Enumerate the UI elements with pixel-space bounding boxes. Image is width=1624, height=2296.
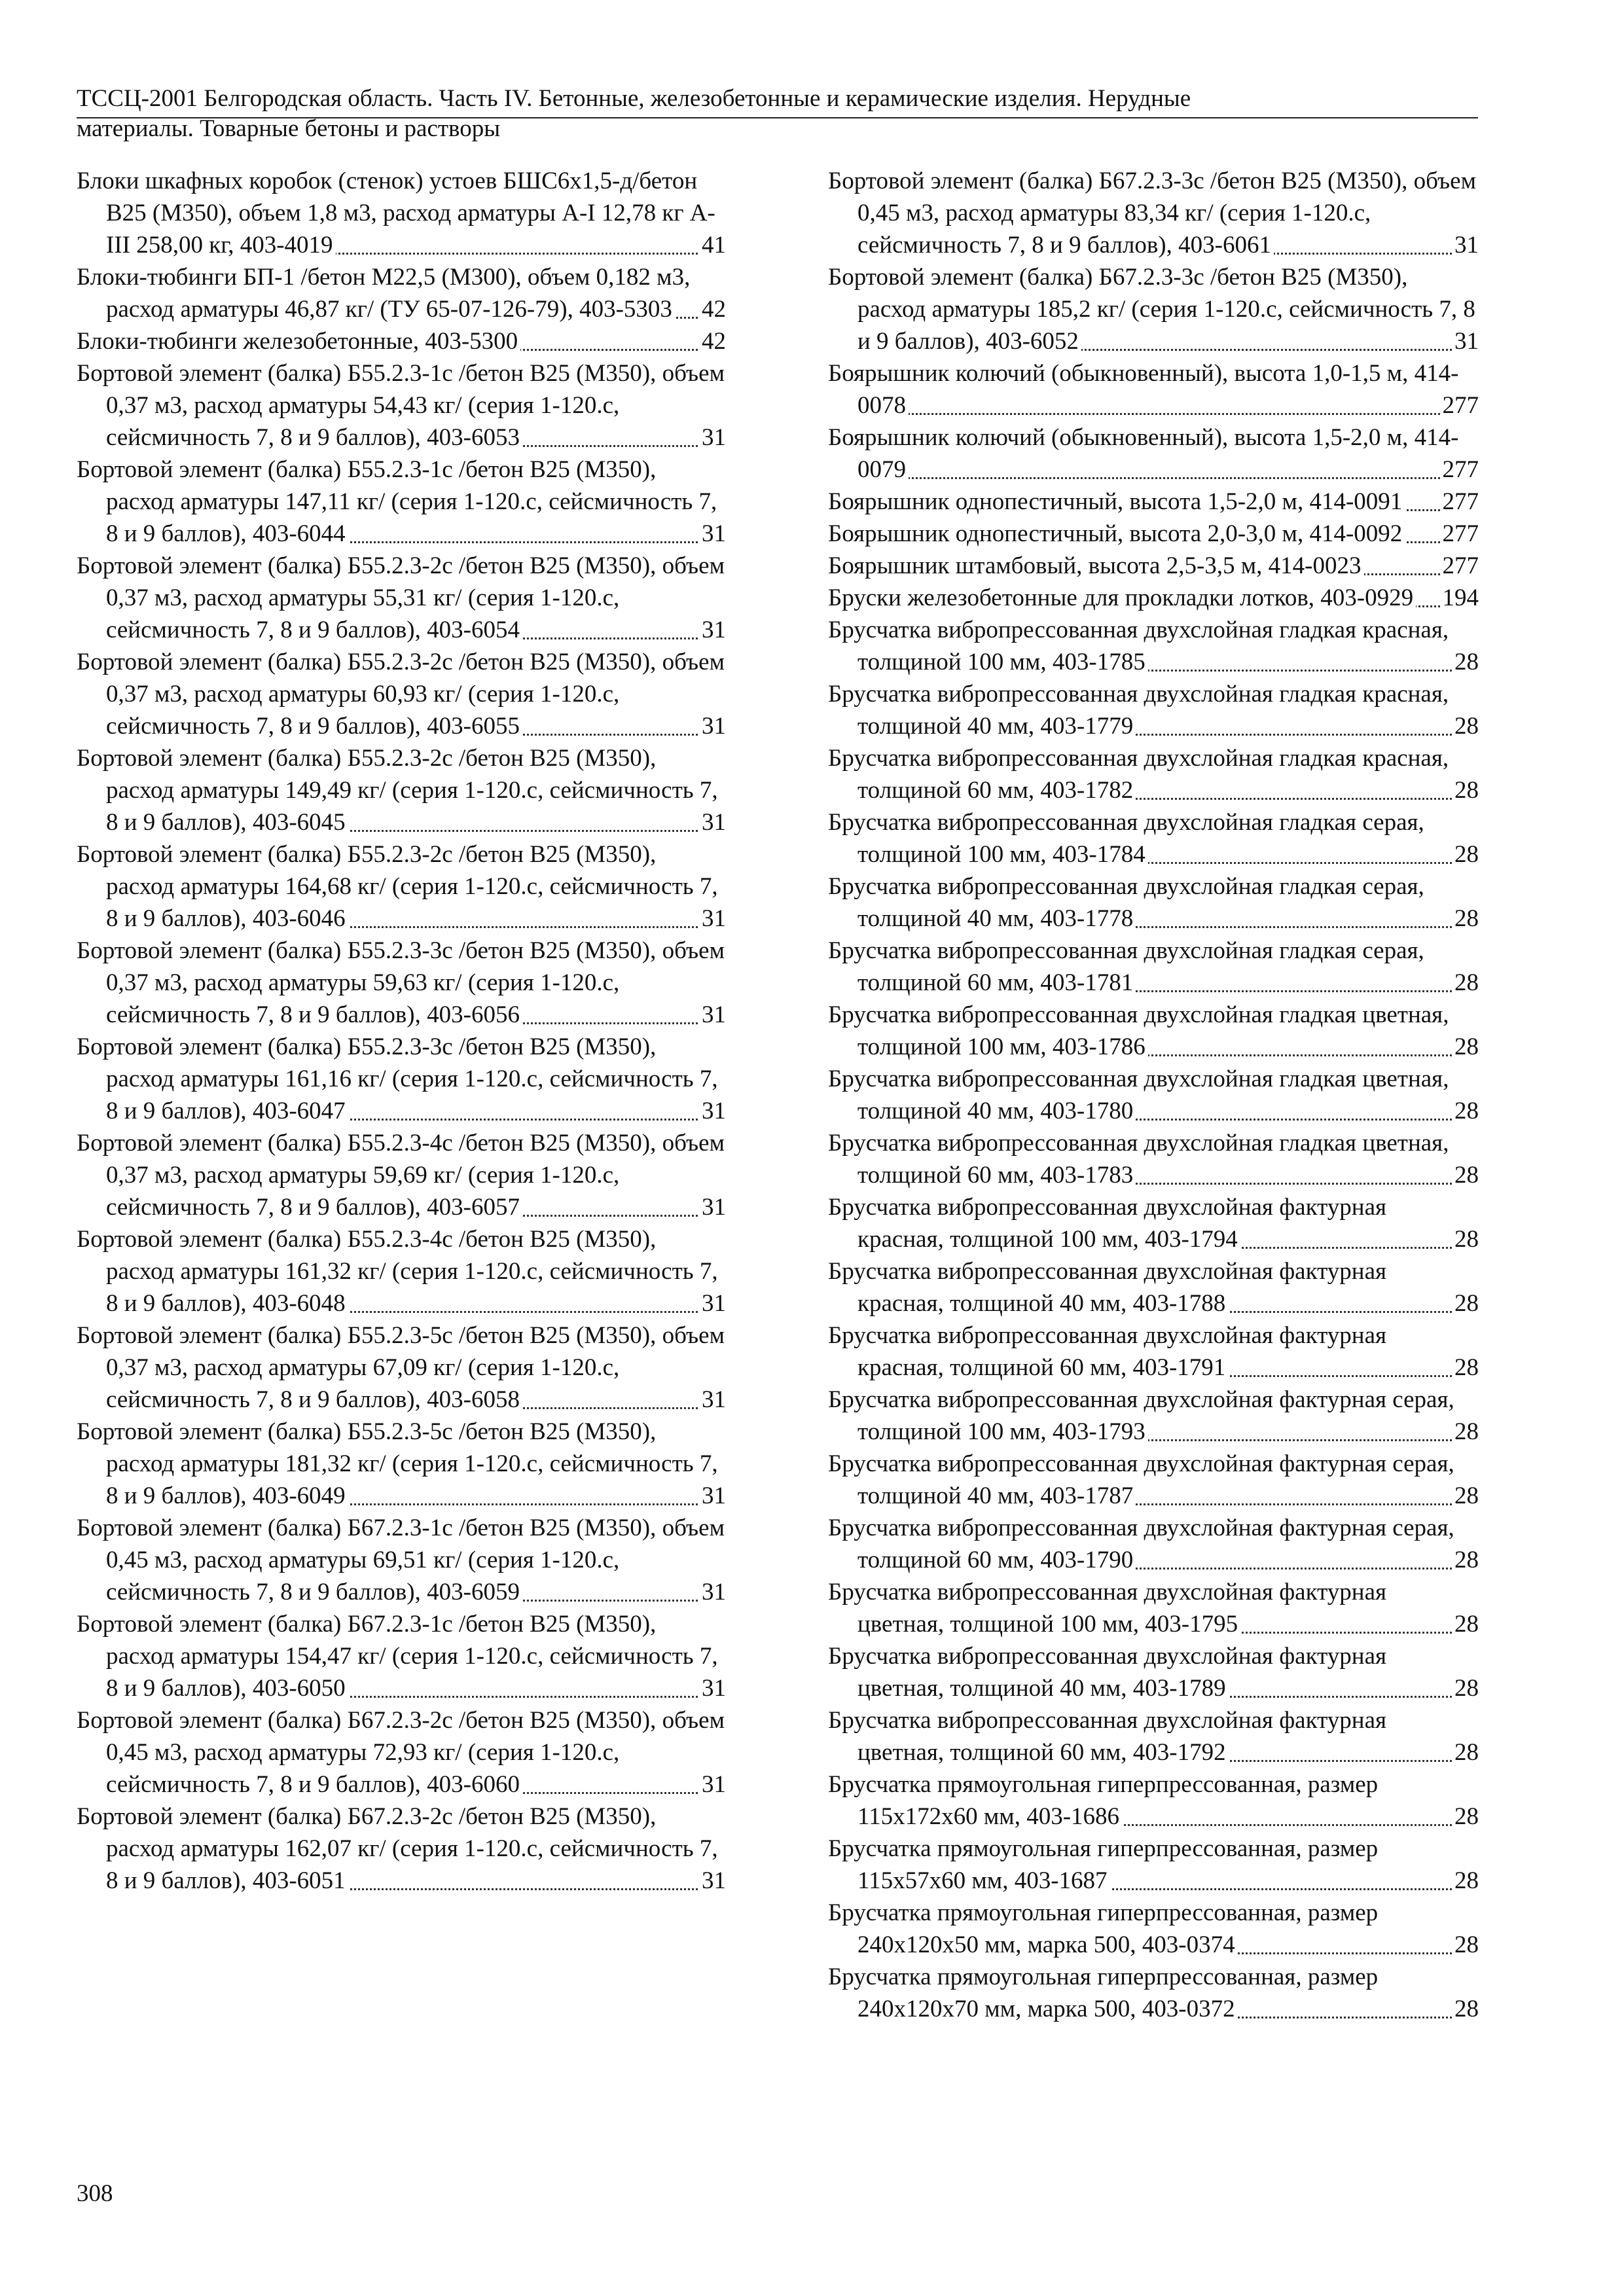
index-entry-page: 194 [1440,582,1479,614]
index-entry [828,870,1479,935]
index-entry-page: 28 [1452,1095,1479,1127]
index-entry-page: 28 [1452,1480,1479,1512]
index-entry-text: Бортовой элемент (балка) Б67.2.3-1с /бетон В25 (М350), объем 0,45 м3, расход арматуры 69,51 кг/ (серия 1-120.с, сейсмичность 7, 8 и 9 баллов), 403-6059 [77,1515,725,1605]
index-entry [828,1897,1479,1961]
index-entry-page: 277 [1440,389,1479,422]
index-entry-page: 28 [1452,838,1479,870]
index-entry-text: Бортовой элемент (балка) Б55.2.3-3с /бетон В25 (М350), расход арматуры 161,16 кг/ (серия 1-120.с, сейсмичность 7, 8 и 9 баллов), 403-6047 [77,1033,718,1124]
index-entry [828,1255,1479,1319]
index-entry-text: Брусчатка вибропрессованная двухслойная гладкая цветная, толщиной 100 мм, 403-1786 [828,1001,1449,1060]
page-number: 308 [77,2180,113,2207]
index-entry-page: 28 [1452,1929,1479,1961]
index-entry-text: Брусчатка вибропрессованная двухслойная гладкая серая, толщиной 40 мм, 403-1778 [828,873,1424,932]
index-entry-page: 28 [1452,1736,1479,1768]
index-entry [77,1512,726,1608]
index-entry-page: 28 [1452,1993,1479,2025]
index-entry-text: Брусчатка вибропрессованная двухслойная фактурная серая, толщиной 60 мм, 403-1790 [828,1515,1454,1573]
index-entry-page: 28 [1452,1159,1479,1191]
index-entry [828,1448,1479,1512]
index-entry-text: Брусчатка вибропрессованная двухслойная фактурная серая, толщиной 100 мм, 403-1793 [828,1386,1454,1445]
index-entry-text: Брусчатка вибропрессованная двухслойная гладкая красная, толщиной 100 мм, 403-1785 [828,617,1449,675]
index-entry-page: 31 [699,710,726,742]
index-entry [828,582,1479,614]
index-entry-text: Бортовой элемент (балка) Б67.2.3-1с /бетон В25 (М350), расход арматуры 154,47 кг/ (серия 1-120.с, сейсмичность 7, 8 и 9 баллов), 403-6050 [77,1611,718,1702]
index-entry-page: 28 [1452,710,1479,742]
index-entry-text: Боярышник колючий (обыкновенный), высота 1,0-1,5 м, 414-0078 [828,360,1459,419]
index-entry-page: 31 [699,1095,726,1127]
page-header [77,84,1478,144]
index-entry [828,614,1479,678]
index-entry [77,1319,726,1416]
index-entry-page: 28 [1452,646,1479,678]
index-entry [828,165,1479,261]
index-entry-page: 28 [1452,1672,1479,1704]
index-entry-text: Брусчатка вибропрессованная двухслойная гладкая красная, толщиной 40 мм, 403-1779 [828,681,1449,740]
index-entry-page: 28 [1452,1352,1479,1384]
index-entry-text: Брусчатка вибропрессованная двухслойная гладкая красная, толщиной 60 мм, 403-1782 [828,745,1449,804]
index-entry [77,742,726,838]
index-entry-text: Бортовой элемент (балка) Б67.2.3-2с /бетон В25 (М350), объем 0,45 м3, расход арматуры 72,93 кг/ (серия 1-120.с, сейсмичность 7, 8 и 9 баллов), 403-6060 [77,1707,725,1798]
index-entry-page: 28 [1452,967,1479,999]
dot-leader [857,477,1479,479]
index-entry-page: 31 [699,1191,726,1223]
index-entry-text: Блоки-тюбинги БП-1 /бетон М22,5 (М300), объем 0,182 м3, расход арматуры 46,87 кг/ (ТУ 65-07-126-79), 403-5303 [77,264,691,323]
index-column-right [828,165,1479,2025]
index-entry-page: 31 [699,518,726,550]
index-entry [77,165,726,261]
index-entry [77,1704,726,1801]
index-entry [77,1608,726,1704]
header-rule [77,117,1478,118]
index-entry-page: 31 [699,1384,726,1416]
index-entry-page: 31 [699,903,726,935]
index-entry-page: 28 [1452,1865,1479,1897]
index-entry [828,550,1479,582]
index-entry-text: Брусчатка вибропрессованная двухслойная фактурная красная, толщиной 60 мм, 403-1791 [828,1322,1387,1381]
index-entry-page: 28 [1452,1416,1479,1448]
index-entry-text: Бортовой элемент (балка) Б55.2.3-2с /бетон В25 (М350), объем 0,37 м3, расход арматуры 60,93 кг/ (серия 1-120.с, сейсмичность 7, 8 и 9 баллов), 403-6055 [77,649,725,740]
dot-leader [857,413,1479,415]
index-entry-text: Бортовой элемент (балка) Б55.2.3-2с /бетон В25 (М350), объем 0,37 м3, расход арматуры 55,31 кг/ (серия 1-120.с, сейсмичность 7, 8 и 9 баллов), 403-6054 [77,552,725,643]
index-entry-text: Брусчатка прямоугольная гиперпрессованная, размер 240х120х50 мм, марка 500, 403-0374 [828,1899,1379,1958]
index-entry-page: 31 [699,422,726,454]
index-entry [77,838,726,935]
index-entry-page: 28 [1452,1801,1479,1833]
index-entry-page: 31 [699,999,726,1031]
index-entry-text: Боярышник однопестичный, высота 2,0-3,0 м, 414-0092 [828,520,1405,547]
index-entry [828,1384,1479,1448]
index-entry-page: 277 [1440,550,1479,582]
index-entry [77,1031,726,1127]
index-entry [77,1416,726,1512]
index-entry [828,999,1479,1063]
index-entry-text: Брусчатка прямоугольная гиперпрессованная, размер 240х120х70 мм, марка 500, 403-0372 [828,1964,1379,2022]
index-entry-text: Бортовой элемент (балка) Б55.2.3-3с /бетон В25 (М350), объем 0,37 м3, расход арматуры 59,63 кг/ (серия 1-120.с, сейсмичность 7, 8 и 9 баллов), 403-6056 [77,937,725,1028]
index-column-left [77,165,726,1897]
index-entry-text: Бортовой элемент (балка) Б55.2.3-5с /бетон В25 (М350), объем 0,37 м3, расход арматуры 67,09 кг/ (серия 1-120.с, сейсмичность 7, 8 и 9 баллов), 403-6058 [77,1322,725,1413]
index-entry [77,325,726,357]
index-entry [77,357,726,454]
header-line-1: ТССЦ-2001 Белгородская область. Часть IV. Бетонные, железобетонные и керамические изделия. Нерудные [77,85,1191,112]
index-entry [828,1319,1479,1384]
index-entry-text: Боярышник однопестичный, высота 1,5-2,0 м, 414-0091 [828,488,1405,515]
index-entry-page: 31 [699,1480,726,1512]
index-entry [828,935,1479,999]
index-entry-page: 28 [1452,774,1479,806]
index-entry [77,550,726,646]
index-entry-text: Брусчатка вибропрессованная двухслойная фактурная цветная, толщиной 40 мм, 403-1789 [828,1643,1387,1702]
index-entry [828,1127,1479,1191]
index-entry-page: 31 [699,1672,726,1704]
index-entry-text: Боярышник колючий (обыкновенный), высота 1,5-2,0 м, 414-0079 [828,424,1459,483]
index-entry-text: Бортовой элемент (балка) Б55.2.3-4с /бетон В25 (М350), объем 0,37 м3, расход арматуры 59,69 кг/ (серия 1-120.с, сейсмичность 7, 8 и 9 баллов), 403-6057 [77,1130,725,1221]
index-entry [828,1512,1479,1576]
index-entry-page: 28 [1452,1608,1479,1640]
index-entry-text: Боярышник штамбовый, высота 2,5-3,5 м, 414-0023 [828,552,1364,579]
index-entry [828,1768,1479,1833]
index-entry-page: 277 [1440,486,1479,518]
index-entry-page: 42 [699,293,726,325]
index-entry-text: Бортовой элемент (балка) Б67.2.3-3с /бетон В25 (М350), расход арматуры 185,2 кг/ (серия 1-120.с, сейсмичность 7, 8 и 9 баллов), 403-6052 [828,264,1475,355]
index-entry [828,486,1479,518]
index-entry [77,261,726,325]
index-entry [77,454,726,550]
index-entry-text: Бортовой элемент (балка) Б67.2.3-2с /бетон В25 (М350), расход арматуры 162,07 кг/ (серия 1-120.с, сейсмичность 7, 8 и 9 баллов), 403-6051 [77,1803,718,1894]
index-entry-text: Бортовой элемент (балка) Б67.2.3-3с /бетон В25 (М350), объем 0,45 м3, расход арматуры 83,34 кг/ (серия 1-120.с, сейсмичность 7, 8 и 9 баллов), 403-6061 [828,168,1476,259]
index-entry-text: Брусчатка вибропрессованная двухслойная фактурная красная, толщиной 100 мм, 403-1794 [828,1194,1387,1253]
index-entry-text: Брусчатка вибропрессованная двухслойная фактурная красная, толщиной 40 мм, 403-1788 [828,1258,1387,1317]
index-entry [77,1223,726,1319]
index-entry-page: 42 [699,325,726,357]
index-entry-text: Бруски железобетонные для прокладки лотков, 403-0929 [828,584,1416,611]
index-entry-page: 31 [1452,229,1479,261]
index-entry [828,422,1479,486]
index-entry-text: Бортовой элемент (балка) Б55.2.3-1с /бетон В25 (М350), расход арматуры 147,11 кг/ (серия 1-120.с, сейсмичность 7, 8 и 9 баллов), 403-6044 [77,456,717,547]
index-entry-text: Брусчатка вибропрессованная двухслойная гладкая серая, толщиной 100 мм, 403-1784 [828,809,1424,868]
index-entry [828,1576,1479,1640]
index-entry [828,1191,1479,1255]
index-entry [77,1801,726,1897]
index-entry [828,1704,1479,1768]
index-entry-text: Брусчатка вибропрессованная двухслойная фактурная серая, толщиной 40 мм, 403-1787 [828,1450,1454,1509]
index-entry-page: 41 [699,229,726,261]
index-entry [828,518,1479,550]
index-entry-text: Брусчатка вибропрессованная двухслойная фактурная цветная, толщиной 100 мм, 403-1795 [828,1579,1387,1638]
index-entry-page: 31 [699,1287,726,1319]
index-entry-text: Брусчатка вибропрессованная двухслойная гладкая цветная, толщиной 40 мм, 403-1780 [828,1066,1449,1124]
index-entry-page: 31 [699,1865,726,1897]
index-entry-page: 31 [699,1768,726,1801]
index-entry [828,261,1479,357]
index-entry [828,1833,1479,1897]
index-entry [828,678,1479,742]
index-entry-page: 31 [699,806,726,838]
index-entry-page: 28 [1452,903,1479,935]
index-entry-text: Бортовой элемент (балка) Б55.2.3-5с /бетон В25 (М350), расход арматуры 181,32 кг/ (серия 1-120.с, сейсмичность 7, 8 и 9 баллов), 403-6049 [77,1418,718,1509]
index-entry-page: 277 [1440,454,1479,486]
index-entry-text: Блоки-тюбинги железобетонные, 403-5300 [77,328,520,355]
index-entry-page: 31 [699,614,726,646]
index-entry-text: Брусчатка вибропрессованная двухслойная фактурная цветная, толщиной 60 мм, 403-1792 [828,1707,1387,1766]
index-entry-text: Бортовой элемент (балка) Б55.2.3-2с /бетон В25 (М350), расход арматуры 149,49 кг/ (серия 1-120.с, сейсмичность 7, 8 и 9 баллов), 403-6045 [77,745,718,836]
index-entry-text: Брусчатка вибропрессованная двухслойная гладкая серая, толщиной 60 мм, 403-1781 [828,937,1424,996]
index-entry-page: 28 [1452,1031,1479,1063]
index-entry [828,1961,1479,2025]
index-entry [828,1640,1479,1704]
index-entry [77,646,726,742]
index-entry [828,742,1479,806]
index-entry-text: Брусчатка прямоугольная гиперпрессованная, размер 115х172х60 мм, 403-1686 [828,1771,1379,1830]
index-entry [828,357,1479,422]
index-entry [828,1063,1479,1127]
index-entry [828,806,1479,870]
index-entry-text: Бортовой элемент (балка) Б55.2.3-2с /бетон В25 (М350), расход арматуры 164,68 кг/ (серия 1-120.с, сейсмичность 7, 8 и 9 баллов), 403-6046 [77,841,718,932]
index-entry-page: 31 [1452,325,1479,357]
index-entry [77,1127,726,1223]
index-entry-text: Брусчатка прямоугольная гиперпрессованная, размер 115х57х60 мм, 403-1687 [828,1835,1379,1894]
index-entry-text: Бортовой элемент (балка) Б55.2.3-4с /бетон В25 (М350), расход арматуры 161,32 кг/ (серия 1-120.с, сейсмичность 7, 8 и 9 баллов), 403-6048 [77,1226,718,1317]
index-entry [77,935,726,1031]
index-entry-text: Блоки шкафных коробок (стенок) устоев БШС6х1,5-д/бетон В25 (М350), объем 1,8 м3, расход арматуры А-I 12,78 кг А-III 258,00 кг, 403-4019 [77,168,715,259]
index-entry-page: 31 [699,1576,726,1608]
index-entry-page: 277 [1440,518,1479,550]
header-line-2: материалы. Товарные бетоны и растворы [77,115,501,142]
index-entry-page: 28 [1452,1544,1479,1576]
index-entry-text: Бортовой элемент (балка) Б55.2.3-1с /бетон В25 (М350), объем 0,37 м3, расход арматуры 54,43 кг/ (серия 1-120.с, сейсмичность 7, 8 и 9 баллов), 403-6053 [77,360,725,451]
index-entry-text: Брусчатка вибропрессованная двухслойная гладкая цветная, толщиной 60 мм, 403-1783 [828,1130,1449,1189]
index-entry-page: 28 [1452,1287,1479,1319]
index-entry-page: 28 [1452,1223,1479,1255]
